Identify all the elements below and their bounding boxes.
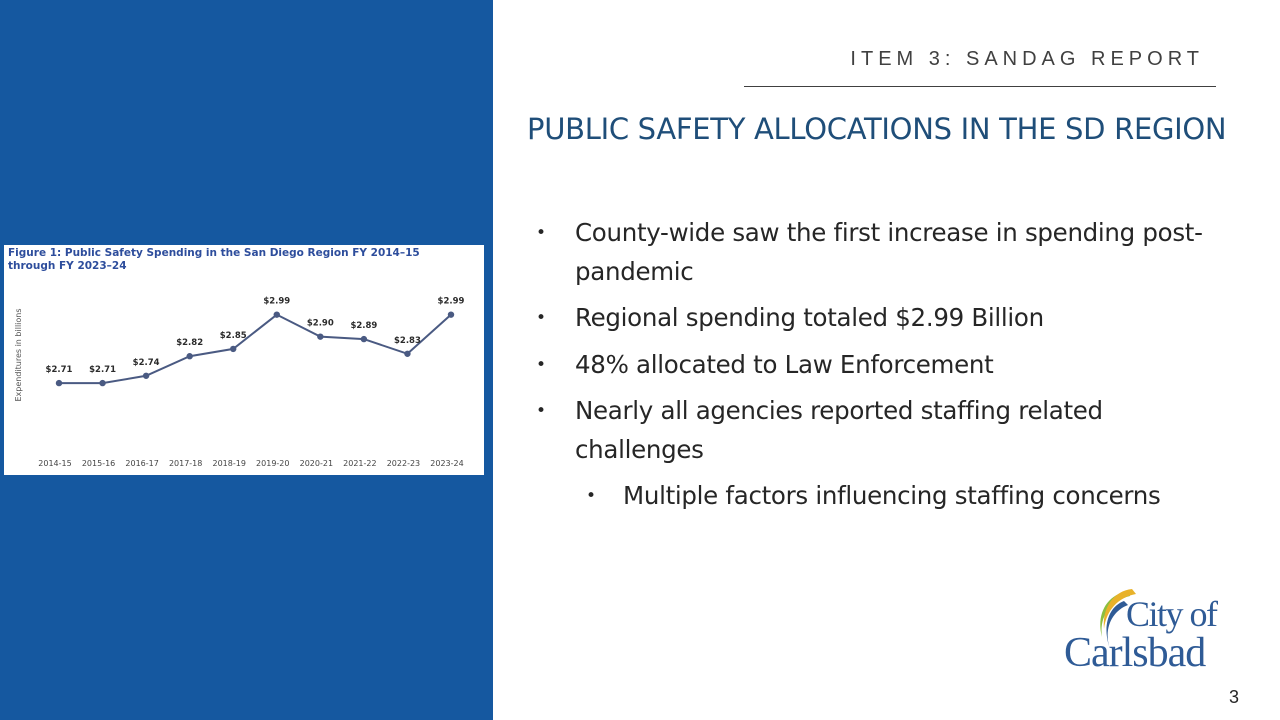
x-tick-label: 2018-19 [212, 459, 246, 468]
bullet-item [536, 299, 1236, 338]
bullet-text: Nearly all agencies reported staffing related challenges [575, 396, 1103, 464]
x-tick-label: 2021-22 [343, 459, 377, 468]
data-point [361, 336, 367, 342]
data-point [186, 353, 192, 359]
x-tick-label: 2023-24 [430, 459, 464, 468]
data-label: $2.89 [350, 321, 378, 332]
bullet-item [536, 346, 1236, 385]
slide-title: PUBLIC SAFETY ALLOCATIONS IN THE SD REGION [527, 112, 1227, 146]
item-header: ITEM 3: SANDAG REPORT [850, 48, 1204, 70]
figure-title: Figure 1: Public Safety Spending in the San Diego Region FY 2014–15 through FY 2023–24 [8, 247, 420, 272]
bullet-item [536, 392, 1236, 469]
data-label: $2.83 [393, 335, 421, 346]
data-label: $2.90 [306, 318, 334, 329]
x-tick-label: 2016-17 [125, 459, 159, 468]
data-point [56, 380, 62, 386]
y-axis-label: Expenditures in billions [14, 308, 23, 402]
sub-bullet-item [536, 477, 1236, 516]
data-label: $2.99 [263, 296, 291, 307]
sub-bullet-text: Multiple factors influencing staffing concerns [623, 481, 1161, 510]
x-tick-label: 2017-18 [168, 459, 203, 468]
data-label: $2.82 [176, 338, 204, 349]
city-of-carlsbad-logo [1062, 585, 1242, 685]
logo-city-text: City of [1126, 594, 1217, 634]
x-tick-label: 2020-21 [299, 459, 334, 468]
x-tick-label: 2015-16 [81, 459, 116, 468]
bullet-dot-icon: • [586, 486, 596, 506]
x-tick-label: 2019-20 [256, 459, 290, 468]
spending-line-chart [4, 245, 484, 475]
bullet-dot-icon: • [536, 354, 546, 375]
header-divider [744, 86, 1216, 87]
bullet-text: 48% allocated to Law Enforcement [575, 349, 994, 379]
bullet-dot-icon: • [536, 401, 546, 421]
data-point [317, 333, 323, 339]
left-blue-panel [0, 0, 493, 720]
data-point [404, 351, 410, 357]
data-point [274, 311, 280, 317]
data-point [230, 346, 236, 352]
data-point [448, 311, 454, 317]
logo-carlsbad-text: Carlsbad [1064, 630, 1206, 676]
bullet-item [536, 214, 1236, 291]
data-point [99, 380, 105, 386]
bullet-dot-icon: • [536, 308, 546, 328]
data-point [143, 373, 149, 379]
spending-figure [4, 245, 484, 475]
bullet-list [536, 214, 1236, 524]
x-tick-label: 2014-15 [38, 459, 72, 468]
series-line [59, 315, 451, 383]
data-label: $2.71 [45, 365, 73, 376]
x-tick-label: 2022-23 [386, 459, 421, 468]
data-label: $2.74 [132, 357, 160, 368]
data-label: $2.99 [437, 296, 465, 307]
bullet-text: County-wide saw the first increase in spending post-pandemic [575, 218, 1203, 286]
data-label: $2.71 [89, 365, 117, 376]
bullet-text: Regional spending totaled $2.99 Billion [575, 303, 1044, 332]
data-label: $2.85 [219, 330, 247, 341]
bullet-dot-icon: • [536, 223, 546, 243]
page-number: 3 [1228, 687, 1239, 707]
